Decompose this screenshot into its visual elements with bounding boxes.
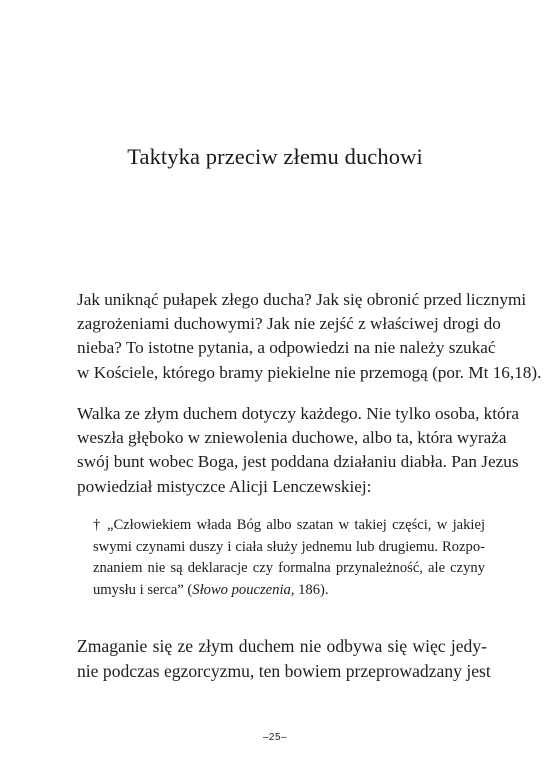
paragraph-2-line-2: weszła głęboko w zniewolenia duchowe, albo ta, która wyraża bbox=[77, 428, 507, 448]
quotation-source-title: Słowo pouczenia bbox=[192, 581, 291, 598]
paragraph-3-line-1: Zmaganie się ze złym duchem nie odbywa się więc jedy- bbox=[77, 636, 487, 656]
quotation-line-1 bbox=[93, 515, 485, 537]
paragraph-1-line-1: Jak uniknąć pułapek złego ducha? Jak się obronić przed licznymi bbox=[77, 290, 527, 309]
paragraph-1-line-2: zagrożeniami duchowymi? Jak nie zejść z właściwej drogi do bbox=[77, 314, 501, 334]
quotation-line-4-end: , 186). bbox=[290, 581, 329, 598]
quotation-line-4-start: umysłu i serca” ( bbox=[93, 581, 193, 598]
paragraph-2-line-3: swój bunt wobec Boga, jest poddana działaniu diabła. Pan Jezus bbox=[77, 452, 519, 472]
quotation-line-1-text: „Człowiekiem włada Bóg albo szatan w takiej części, w jakiej bbox=[106, 517, 486, 533]
paragraph-1-line-4: w Kościele, którego bramy piekielne nie przemogą (por. Mt 16,18). bbox=[77, 362, 542, 382]
paragraph-3-line-2: nie podczas egzorcyzmu, ten bowiem przeprowadzany jest bbox=[77, 660, 491, 681]
quotation-line-4 bbox=[93, 580, 485, 602]
quotation-line-2: swymi czynami duszy i ciała służy jednemu lub drugiemu. Rozpo- bbox=[93, 538, 485, 555]
paragraph-2-line-4: powiedział mistyczce Alicji Lenczewskiej: bbox=[77, 476, 372, 496]
paragraph-1-line-3: nieba? To istotne pytania, a odpowiedzi na nie należy szukać bbox=[77, 338, 496, 358]
paragraph-2-line-1: Walka ze złym duchem dotyczy każdego. Nie tylko osoba, która bbox=[77, 404, 519, 423]
paragraph-2 bbox=[77, 402, 519, 499]
chapter-title: Taktyka przeciw złemu duchowi bbox=[127, 144, 423, 169]
dagger-icon: † bbox=[93, 517, 102, 533]
paragraph-3 bbox=[77, 634, 491, 683]
quotation-line-3: znaniem nie są deklaracje czy formalna przynależność, ale czyny bbox=[93, 560, 485, 577]
page-number: –25– bbox=[262, 732, 288, 743]
paragraph-1 bbox=[77, 288, 542, 385]
quotation-block bbox=[93, 515, 485, 601]
